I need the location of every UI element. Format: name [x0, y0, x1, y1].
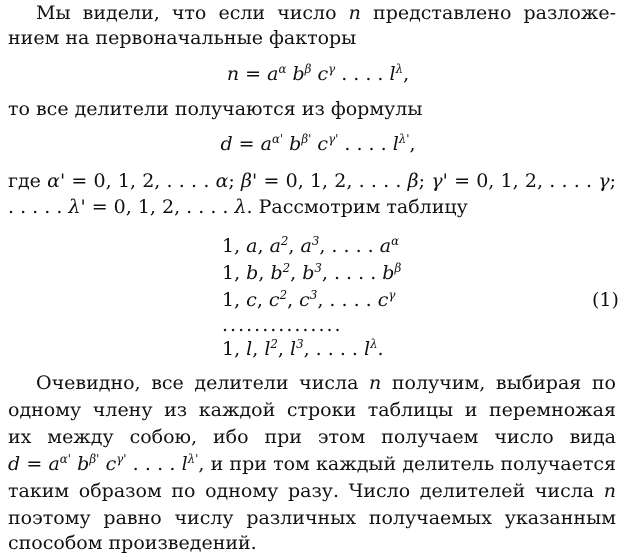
paragraph4-line1: Очевидно, все делители числа n получим, выбирая по	[36, 372, 616, 394]
paragraph4-line7: способом произведений.	[8, 532, 257, 554]
formula-n: $n = a^\alpha$ $b^\beta$ $c^\gamma$ . . . . $l^\lambda$,	[226, 61, 410, 85]
paragraph4-line6: поэтому равно числу различных получаемых указанным	[8, 507, 616, 529]
formula-d: $d = a^{\alpha'}$ $b^{\beta'}$ $c^{\gamma'}$ . . . . $l^{\lambda'}$,	[220, 131, 416, 155]
table-row-dots: ...............	[222, 314, 343, 336]
table-row-a: 1, a, $a^2$, $a^3$, . . . . $a^\alpha$	[222, 233, 400, 257]
paragraph1-line2: нием на первоначальные факторы	[8, 27, 357, 49]
paragraph4-line3: их между собою, ибо при этом получаем число вида	[8, 426, 616, 448]
paragraph1-line1: Мы видели, что если число n представлено разложе-	[36, 2, 616, 24]
paragraph4-line5: таким образом по одному разу. Число делителей числа n	[8, 480, 616, 502]
table-row-l: 1, l, $l^2$, $l^3$, . . . . $l^\lambda$.	[222, 336, 384, 360]
paragraph4-line4: $d = a^{\alpha'}$ $b^{\beta'}$ $c^{\gamma'}$ . . . . $l^{\lambda'}$, и при том каждый делитель получается	[8, 451, 617, 475]
table-row-b: 1, b, $b^2$, $b^3$, . . . . $b^\beta$	[222, 260, 402, 284]
equation-number: (1)	[592, 289, 619, 311]
paragraph2-line1: то все делители получаются из формулы	[8, 98, 423, 120]
table-row-c: 1, c, $c^2$, $c^3$, . . . . $c^\gamma$	[222, 287, 396, 311]
paragraph3-line2: . . . . . λ' = 0, 1, 2, . . . . λ. Рассмотрим таблицу	[8, 196, 468, 218]
paragraph3-line1: где α' = 0, 1, 2, . . . . α; β' = 0, 1, 2, . . . . β; γ' = 0, 1, 2, . . . . γ;	[8, 170, 617, 192]
paragraph4-line2: одному члену из каждой строки таблицы и перемножая	[8, 399, 616, 421]
